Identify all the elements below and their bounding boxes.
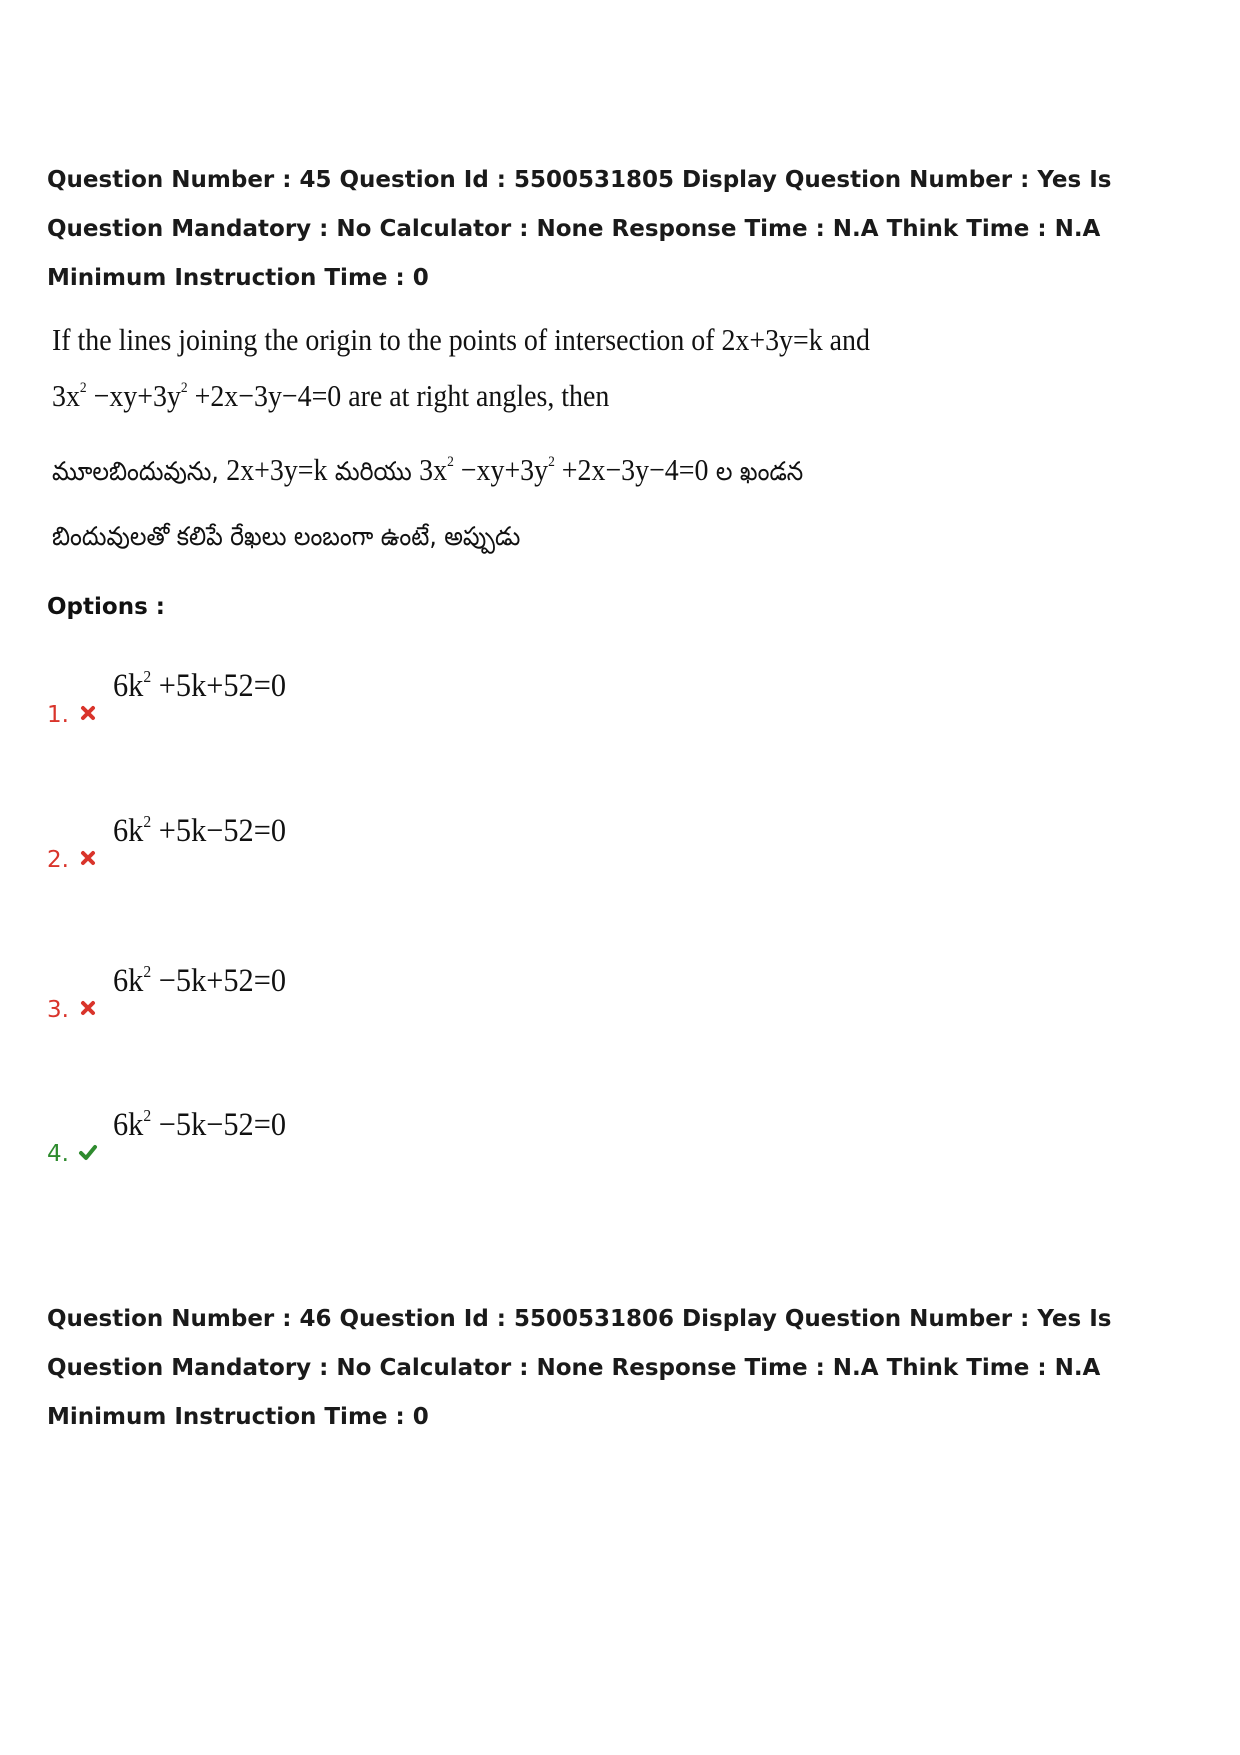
equation-part: −5k−52=0 (151, 1107, 287, 1143)
telugu-text: ల ఖండన (708, 457, 804, 487)
options-label: Options : (47, 594, 165, 620)
exponent: 2 (143, 1106, 152, 1125)
option-equation (113, 668, 286, 705)
question-stem-telugu-line-1 (52, 452, 803, 493)
equation-part: +5k−52=0 (151, 813, 287, 849)
option-number: 1. (47, 702, 69, 728)
telugu-text: మూలబిందువును, (52, 457, 227, 487)
stem-text: 3x (52, 378, 80, 413)
check-icon (77, 1143, 99, 1161)
exponent: 2 (143, 667, 152, 686)
equation-part: 6k (113, 1107, 144, 1143)
stem-text: If the lines joining the origin to the points of intersection of 2x+3y=k and (52, 322, 870, 357)
option-equation (113, 813, 286, 850)
option-3[interactable] (47, 963, 747, 1023)
exponent: 2 (143, 962, 152, 981)
option-4[interactable] (47, 1107, 747, 1167)
question-stem-english-line-2 (52, 378, 609, 414)
exponent: 2 (143, 812, 152, 831)
option-number: 2. (47, 847, 69, 873)
question-stem-telugu-line-2: బిందువులతో కలిపే రేఖలు లంబంగా ఉంటే, అప్పుడు (52, 522, 521, 552)
option-1[interactable] (47, 668, 747, 728)
option-number: 4. (47, 1141, 69, 1167)
stem-text: +2x−3y−4=0 are at right angles, then (187, 378, 610, 413)
stem-text: −xy+3y (86, 378, 181, 413)
equation-part: 6k (113, 813, 144, 849)
option-number: 3. (47, 997, 69, 1023)
question-45-meta: Question Number : 45 Question Id : 5500531805 Display Question Number : Yes Is Question Mandatory : No Calculator : None Response Time : N.A Think Time : N.A Minimum Instruction Time : 0 (47, 167, 1112, 291)
equation-part: 6k (113, 963, 144, 999)
exponent: 2 (447, 454, 454, 470)
equation-text: 2x+3y=k (226, 452, 328, 487)
exponent: 2 (180, 380, 188, 396)
question-46-meta: Question Number : 46 Question Id : 5500531806 Display Question Number : Yes Is Question Mandatory : No Calculator : None Response Time : N.A Think Time : N.A Minimum Instruction Time : 0 (47, 1306, 1112, 1430)
question-stem-english-line-1 (52, 322, 870, 358)
equation-text: −xy+3y (453, 452, 549, 487)
equation-part: 6k (113, 668, 144, 704)
equation-part: +5k+52=0 (151, 668, 287, 704)
exponent: 2 (79, 380, 87, 396)
exponent: 2 (548, 454, 555, 470)
equation-text: +2x−3y−4=0 (554, 452, 709, 487)
option-2[interactable] (47, 813, 747, 873)
equation-part: −5k+52=0 (151, 963, 287, 999)
telugu-text: మరియు (327, 457, 420, 487)
cross-icon (79, 704, 97, 722)
cross-icon (79, 999, 97, 1017)
cross-icon (79, 849, 97, 867)
equation-text: 3x (419, 452, 448, 487)
option-equation (113, 1107, 286, 1144)
option-equation (113, 963, 286, 1000)
